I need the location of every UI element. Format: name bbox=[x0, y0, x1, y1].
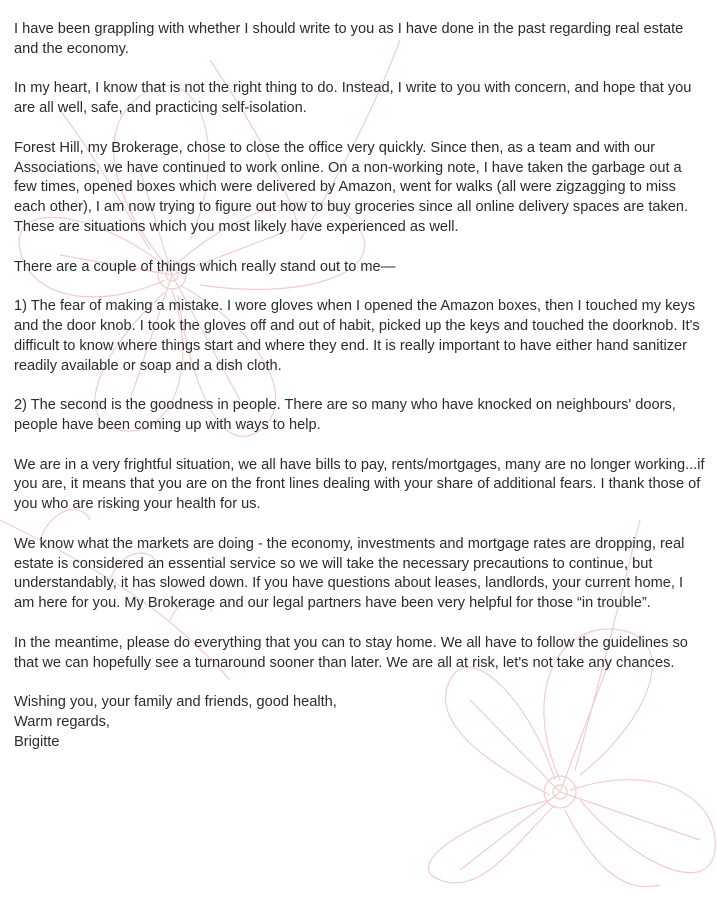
closing-regards: Warm regards, bbox=[14, 713, 110, 730]
signature: Brigitte bbox=[14, 733, 60, 750]
closing-block bbox=[14, 693, 706, 752]
paragraph-fear: 1) The fear of making a mistake. I wore gloves when I opened the Amazon boxes, then I touched my keys and the door knob. I took the gloves off and out of habit, picked up the keys and touched the doorknob. It's difficult to know where things start and where they end. It is really important to have either hand sanitizer readily available or soap and a dish cloth. bbox=[14, 298, 700, 374]
paragraph-markets: We know what the markets are doing - the economy, investments and mortgage rates are dropping, real estate is considered an essential service so we will take the necessary precautions to continue, but understandably, it has slowed down. If you have questions about leases, landlords, your current home, I am here for you. My Brokerage and our legal partners have been very helpful for those “in trouble”. bbox=[14, 535, 685, 612]
closing-wish: Wishing you, your family and friends, good health, bbox=[14, 694, 337, 711]
paragraph-standout: There are a couple of things which really stand out to me— bbox=[14, 258, 396, 275]
paragraph-stay-home: In the meantime, please do everything that you can to stay home. We all have to follow the guidelines so that we can hopefully see a turnaround sooner than later. We are all at risk, let's not take any chances. bbox=[14, 634, 688, 671]
paragraph-brokerage: Forest Hill, my Brokerage, chose to close the office very quickly. Since then, as a team and with our Associations, we have continued to work online. On a non-working note, I have taken the garbage out a few times, opened boxes which were delivered by Amazon, went for walks (all were zigzagging to miss each other), I am now trying to figure out how to buy groceries since all online delivery spaces are taken. These are situations which you most likely have experienced as well. bbox=[14, 139, 689, 235]
paragraph-situation: We are in a very frightful situation, we all have bills to pay, rents/mortgages, many are no longer working...if you are, it means that you are on the front lines dealing with your share of additional fears. I thank those of you who are risking your health for us. bbox=[14, 456, 705, 513]
paragraph-goodness: 2) The second is the goodness in people. There are so many who have knocked on neighbours' doors, people have been coming up with ways to help. bbox=[14, 397, 676, 433]
letter-body bbox=[14, 20, 706, 752]
paragraph-intro: I have been grappling with whether I should write to you as I have done in the past regarding real estate and the economy. bbox=[14, 21, 684, 57]
paragraph-concern: In my heart, I know that is not the right thing to do. Instead, I write to you with concern, and hope that you are all well, safe, and practicing self-isolation. bbox=[14, 80, 692, 117]
